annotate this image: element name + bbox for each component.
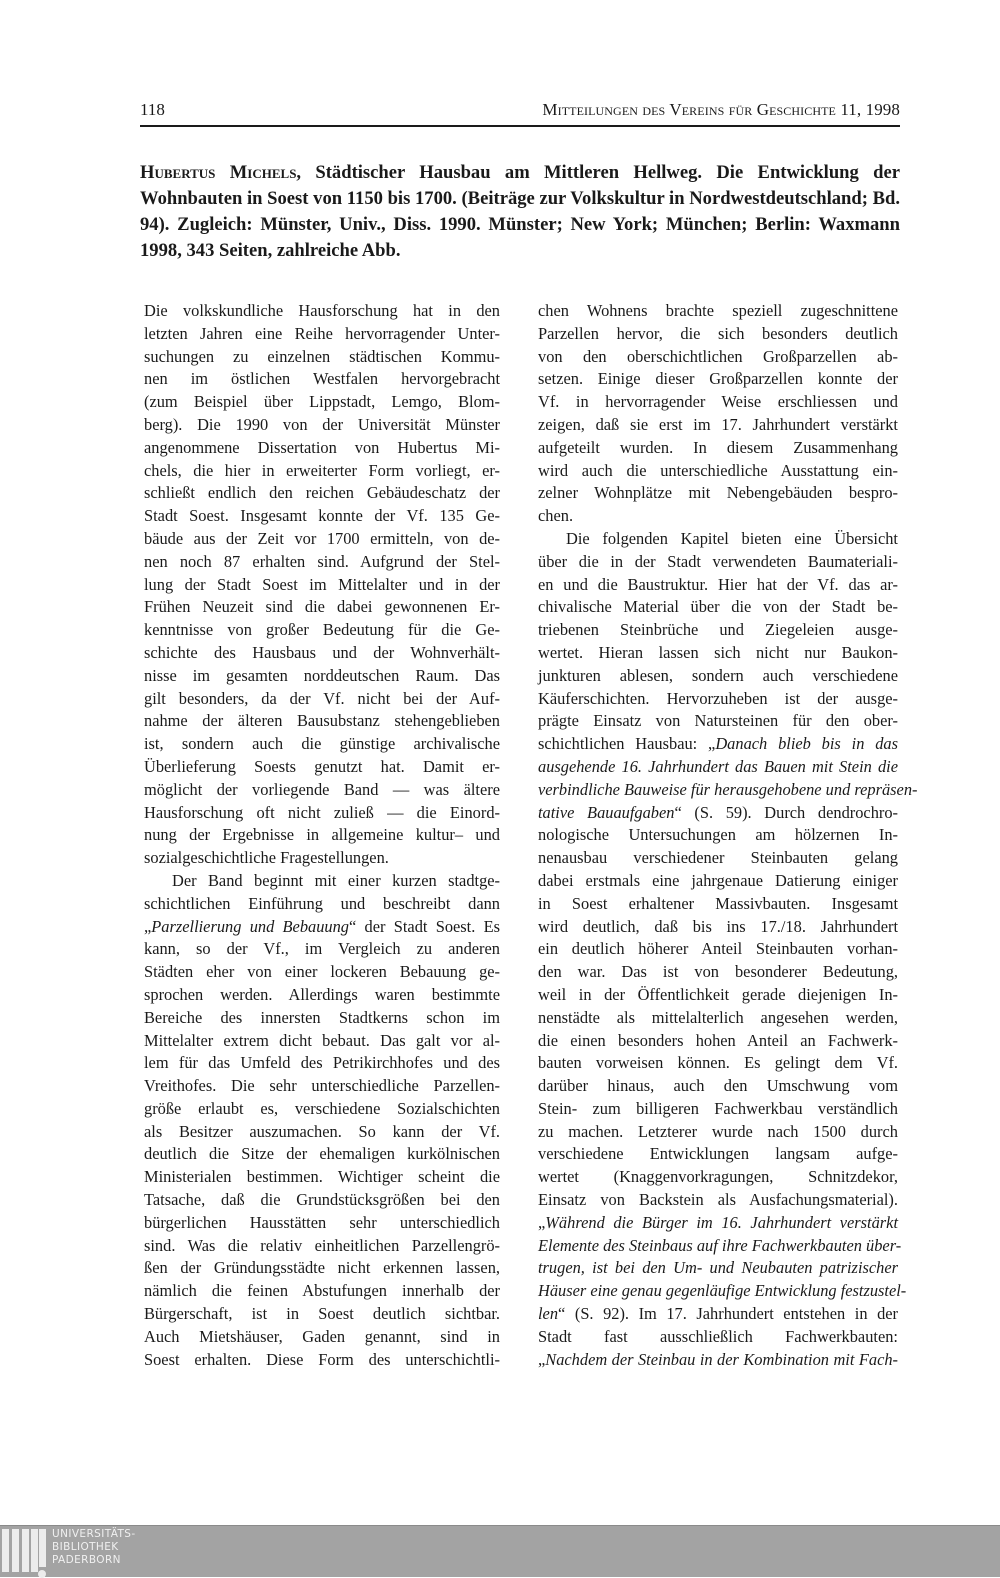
review-author: Hubertus Michels (140, 162, 297, 183)
text-line: ein deutlich höherer Anteil Steinbauten vorhan- (538, 939, 898, 959)
text-line: chen. (538, 506, 574, 526)
page-number: 118 (140, 100, 165, 119)
text-line: die einen besonders hohen Anteil an Fachwerk- (538, 1030, 898, 1050)
text-line: kann, so der Vf., im Vergleich zu anderen (144, 939, 500, 959)
text-line: Soest erhalten. Diese Form des unterschichtli- (144, 1349, 500, 1369)
text-line (538, 779, 918, 802)
logo-text (52, 1528, 136, 1567)
text-line: Bürgerschaft, ist in Soest deutlich sichtbar. (144, 1304, 500, 1324)
logo-bar-icon (31, 1529, 38, 1572)
text-line: Auch Mietshäuser, Gaden genannt, sind in (144, 1326, 500, 1346)
italic-quote: trugen, ist bei den Um- und Neubauten patrizischer (538, 1258, 898, 1278)
text-line: größe erlaubt es, verschiedene Sozialschichten (144, 1098, 500, 1118)
text-line: zu machen. Letzterer wurde nach 1500 durch (538, 1121, 898, 1141)
text-line: schichtlichen Einführung und beschreibt dann (144, 893, 500, 913)
text-line: (zum Beispiel über Lippstadt, Lemgo, Blom- (144, 392, 500, 412)
logo-line-2: BIBLIOTHEK (52, 1541, 119, 1553)
text-line: nisse im gesamten norddeutschen Raum. Das (144, 665, 500, 685)
header-rule (140, 125, 900, 127)
text-line: Ministerialen bestimmen. Wichtiger scheint die (144, 1167, 500, 1187)
bibliographic-heading (140, 160, 900, 264)
text-line: Hausforschung oft nicht zuließ — die Einord- (144, 802, 500, 822)
line-text: “ (S. 59). Durch dendrochro- (674, 802, 898, 822)
text-line: den war. Das ist von besonderer Bedeutung, (538, 962, 898, 982)
text-line: lung der Stadt Soest im Mittelalter und in der (144, 574, 500, 594)
text-line: Stadt Soest. Insgesamt konnte der Vf. 135 Ge- (144, 506, 500, 526)
italic-quote: len (538, 1304, 559, 1324)
text-line (538, 1212, 898, 1235)
text-line: Käuferschichten. Hervorzuheben ist der ausge- (538, 688, 898, 708)
running-head (140, 97, 900, 123)
line-text: „ (538, 1349, 546, 1369)
text-line: Frühen Neuzeit sind die dabei gewonnenen Er- (144, 597, 500, 617)
text-line: Städten eher von einer lockeren Bebauung ge- (144, 962, 500, 982)
text-line: wird auch die unterschiedliche Ausstattung ein- (538, 460, 898, 480)
text-line: als Besitzer auszumachen. So kann der Vf. (144, 1121, 500, 1141)
line-text: „ (144, 916, 152, 936)
text-line: Der Band beginnt mit einer kurzen stadtge- (172, 870, 500, 890)
italic-quote: Danach blieb bis in das (715, 734, 899, 754)
text-line: bauten vorweisen können. Es gelingt dem Vf. (538, 1053, 898, 1073)
text-line (538, 733, 898, 756)
right-text-column (538, 300, 918, 1371)
text-line: schichte des Hausbaus und der Wohnverhält- (144, 642, 500, 662)
text-line: Überlieferung Soests genutzt hat. Damit er- (144, 756, 500, 776)
text-line: setzen. Einige dieser Großparzellen konnte der (538, 369, 898, 389)
text-line: Stein- zum billigeren Fachwerkbau verständlich (538, 1098, 898, 1118)
text-line (538, 756, 898, 779)
text-line: sind. Was die relativ einheitlichen Parzellengrö- (144, 1235, 500, 1255)
text-line (144, 916, 500, 939)
line-text: “ der Stadt Soest. Es (349, 916, 500, 936)
text-line (538, 1349, 898, 1372)
text-line: nämlich die feinen Abstufungen innerhalb der (144, 1281, 500, 1301)
text-line: suchungen zu einzelnen städtischen Kommu- (144, 346, 500, 366)
text-line: nologische Untersuchungen am hölzernen In- (538, 825, 898, 845)
italic-quote: Häuser eine genau gegenläufige Entwicklung festzustel- (538, 1281, 907, 1301)
text-line: ist, sondern auch die günstige archivalische (144, 734, 500, 754)
line-text: “ (S. 92). Im 17. Jahrhundert entstehen in der (558, 1304, 898, 1324)
logo-line-1: UNIVERSITÄTS- (52, 1528, 136, 1540)
text-line: verschiedene Entwicklungen langsam aufge- (538, 1144, 898, 1164)
text-line (538, 802, 898, 825)
italic-quote: Elemente des Steinbaus auf ihre Fachwerkbauten über- (538, 1235, 902, 1255)
text-line: zelner Wohnplätze mit Nebengebäuden bespro- (538, 483, 898, 503)
text-line: nenausbau verschiedener Steinbauten gelang (538, 848, 898, 868)
text-line: prägte Einsatz von Natursteinen für den ober- (538, 711, 898, 731)
text-line: nahme der älteren Bausubstanz stehengeblieben (144, 711, 500, 731)
italic-quote: Parzellierung und Bebauung (151, 916, 350, 936)
text-line: in Soest erhaltener Massivbauten. Insgesamt (538, 893, 898, 913)
text-line: Die volkskundliche Hausforschung hat in den (144, 301, 500, 320)
logo-bar-icon (2, 1529, 9, 1572)
text-line: nung der Ergebnisse in allgemeine kultur– und (144, 825, 500, 845)
text-line: berg). Die 1990 von der Universität Münster (144, 414, 500, 434)
text-line: weil in der Öffentlichkeit gerade diejenigen In- (538, 984, 898, 1004)
text-line: kenntnisse von großer Bedeutung für die Ge- (144, 620, 500, 640)
text-line: nen im östlichen Westfalen hervorgebracht (144, 369, 500, 389)
text-line: aufgeteilt wurden. In diesem Zusammenhang (538, 437, 898, 457)
text-line: möglicht der vorliegende Band — was ältere (144, 779, 500, 799)
text-line: bürgerlichen Hausstätten sehr unterschiedlich (144, 1212, 500, 1232)
text-line: nen noch 87 erhalten sind. Aufgrund der Stel- (144, 551, 500, 571)
italic-quote: tative Bauaufgaben (538, 802, 675, 822)
text-line: sprochen werden. Allerdings waren bestimmte (144, 984, 500, 1004)
text-line: letzten Jahren eine Reihe hervorragender Unter- (144, 323, 500, 343)
library-logo (0, 1526, 200, 1577)
text-line: Bereiche des innersten Stadtkerns schon im (144, 1007, 500, 1027)
left-text-column (144, 300, 500, 1371)
text-line: zeigen, daß sie erst im 17. Jahrhundert verstärkt (538, 414, 898, 434)
text-line: triebenen Steinbrüche und Ziegeleien ausge- (538, 620, 898, 640)
italic-quote: Nachdem der Steinbau in der Kombination mit Fach- (545, 1349, 898, 1369)
text-line: chen Wohnens brachte speziell zugeschnittene (538, 301, 898, 320)
text-line: über die in der Stadt verwendeten Baumateriali- (538, 551, 898, 571)
text-line: bäude aus der Zeit vor 1700 ermitteln, von de- (144, 528, 500, 548)
line-text: schichtlichen Hausbau: „ (538, 734, 716, 754)
text-line: Vreithofes. Die sehr unterschiedliche Parzellen- (144, 1076, 500, 1096)
logo-line-3: PADERBORN (52, 1554, 121, 1566)
text-line: von den oberschichtlichen Großparzellen ab- (538, 346, 898, 366)
logo-dot-icon (38, 1570, 46, 1578)
text-line: angenommene Dissertation von Hubertus Mi- (144, 437, 500, 457)
italic-quote: ausgehende 16. Jahrhundert das Bauen mit Stein die (538, 756, 898, 776)
logo-bar-icon (39, 1529, 46, 1567)
italic-quote: Während die Bürger im 16. Jahrhundert verstärkt (545, 1212, 898, 1232)
text-line: schließt endlich den reichen Gebäudeschatz der (144, 483, 500, 503)
text-line: Einsatz von Backstein als Ausfachungsmaterial). (538, 1190, 898, 1210)
text-line: Mittelalter extrem dicht bebaut. Das galt vor al- (144, 1030, 500, 1050)
text-line: Tatsache, daß die Grundstücksgrößen bei den (144, 1190, 500, 1210)
library-footer-bar (0, 1525, 1000, 1577)
text-line: deutlich die Sitze der ehemaligen kurkölnischen (144, 1144, 500, 1164)
text-line (538, 1235, 902, 1258)
text-line: Die folgenden Kapitel bieten eine Übersicht (566, 528, 898, 548)
text-line: sozialgeschichtliche Fragestellungen. (144, 848, 389, 868)
logo-bar-icon (12, 1529, 19, 1572)
text-line: Parzellen hervor, die sich besonders deutlich (538, 323, 898, 343)
text-line: junkturen ablesen, sondern auch verschiedene (538, 665, 898, 685)
text-line: chels, die hier in erweiterter Form vorliegt, er- (144, 460, 500, 480)
text-line: wertet (Knaggenvorkragungen, Schnitzdekor, (538, 1167, 898, 1187)
text-line: dabei erstmals eine jahrgenaue Datierung einiger (538, 870, 898, 890)
journal-title: Mitteilungen des Vereins für Geschichte 11, 1998 (542, 100, 900, 119)
line-text: „ (538, 1212, 546, 1232)
text-line: Stadt fast ausschließlich Fachwerkbauten: (538, 1326, 898, 1346)
text-line: en und die Baustruktur. Hier hat der Vf. das ar- (538, 574, 898, 594)
text-line (538, 1303, 898, 1326)
text-line (538, 1280, 907, 1303)
text-line: nenstädte als mittelalterlich angesehen werden, (538, 1007, 898, 1027)
text-line: chivalische Material über die von der Stadt be- (538, 597, 898, 617)
text-line: darüber hinaus, auch den Umschwung vom (538, 1076, 898, 1096)
book-citation: , Städtischer Hausbau am Mittleren Hellweg. Die Entwicklung der Wohnbauten in Soest von 1150 bis 1700. (Beiträge zur Volkskultur in Nordwestdeutschland; Bd. 94). Zugleich: Münster, Univ., Diss. 1990. Münster; New York; München; Berlin: Waxmann 1998, 343 Seiten, zahlreiche Abb. (140, 162, 900, 261)
text-line: ßen der Gründungsstädte nicht erkennen lassen, (144, 1258, 500, 1278)
logo-bar-icon (22, 1529, 29, 1572)
text-line: lem für das Umfeld des Petrikirchhofes und des (144, 1053, 500, 1073)
text-line: wertet. Hieran lassen sich nicht nur Baukon- (538, 642, 898, 662)
text-line: Vf. in hervorragender Weise erschliessen und (538, 392, 898, 412)
italic-quote: verbindliche Bauweise für herausgehobene und repräsen- (538, 779, 918, 799)
text-line: gilt besonders, da der Vf. nicht bei der Auf- (144, 688, 500, 708)
text-line: wird deutlich, daß bis ins 17./18. Jahrhundert (538, 916, 898, 936)
text-line (538, 1257, 898, 1280)
